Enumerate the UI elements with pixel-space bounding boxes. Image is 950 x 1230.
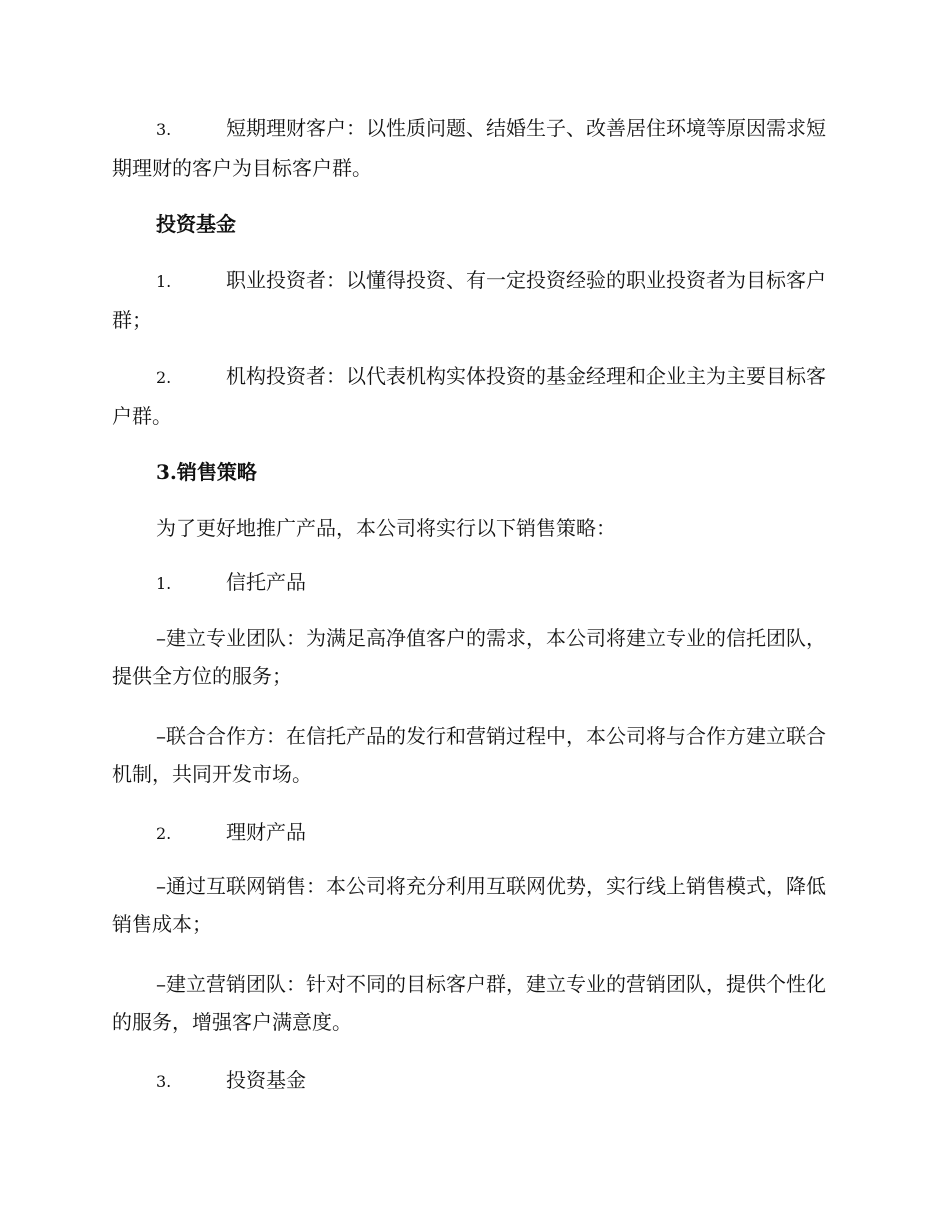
list-text: 职业投资者：以懂得投资、有一定投资经验的职业投资者为目标客户群；	[112, 268, 826, 332]
paragraph: –建立营销团队：针对不同的目标客户群，建立专业的营销团队，提供个性化的服务，增强客户满意度。	[112, 972, 826, 1034]
list-text: 理财产品	[226, 820, 306, 844]
section-heading: 投资基金	[156, 212, 236, 236]
list-number: 2.	[156, 368, 172, 387]
list-text: 机构投资者：以代表机构实体投资的基金经理和企业主为主要目标客户群。	[112, 364, 826, 428]
list-item	[112, 261, 837, 339]
list-text: 投资基金	[226, 1068, 306, 1092]
paragraph: –建立专业团队：为满足高净值客户的需求，本公司将建立专业的信托团队，提供全方位的服务；	[112, 626, 826, 688]
paragraph: –联合合作方：在信托产品的发行和营销过程中，本公司将与合作方建立联合机制，共同开发市场。	[112, 724, 826, 786]
list-item	[112, 357, 837, 435]
list-item	[112, 109, 837, 187]
list-number: 3.	[156, 120, 172, 139]
list-item	[112, 1061, 837, 1101]
paragraph: –通过互联网销售：本公司将充分利用互联网优势，实行线上销售模式，降低销售成本；	[112, 874, 826, 936]
section-heading: 3.销售策略	[156, 460, 257, 484]
list-number: 1.	[156, 272, 172, 291]
list-item	[112, 813, 837, 853]
list-number: 2.	[156, 824, 172, 843]
list-text: 信托产品	[226, 570, 306, 594]
list-item	[112, 563, 837, 603]
paragraph: 为了更好地推广产品，本公司将实行以下销售策略：	[156, 516, 616, 540]
list-text: 短期理财客户：以性质问题、结婚生子、改善居住环境等原因需求短期理财的客户为目标客户群。	[112, 116, 826, 180]
list-number: 3.	[156, 1072, 172, 1091]
list-number: 1.	[156, 574, 172, 593]
